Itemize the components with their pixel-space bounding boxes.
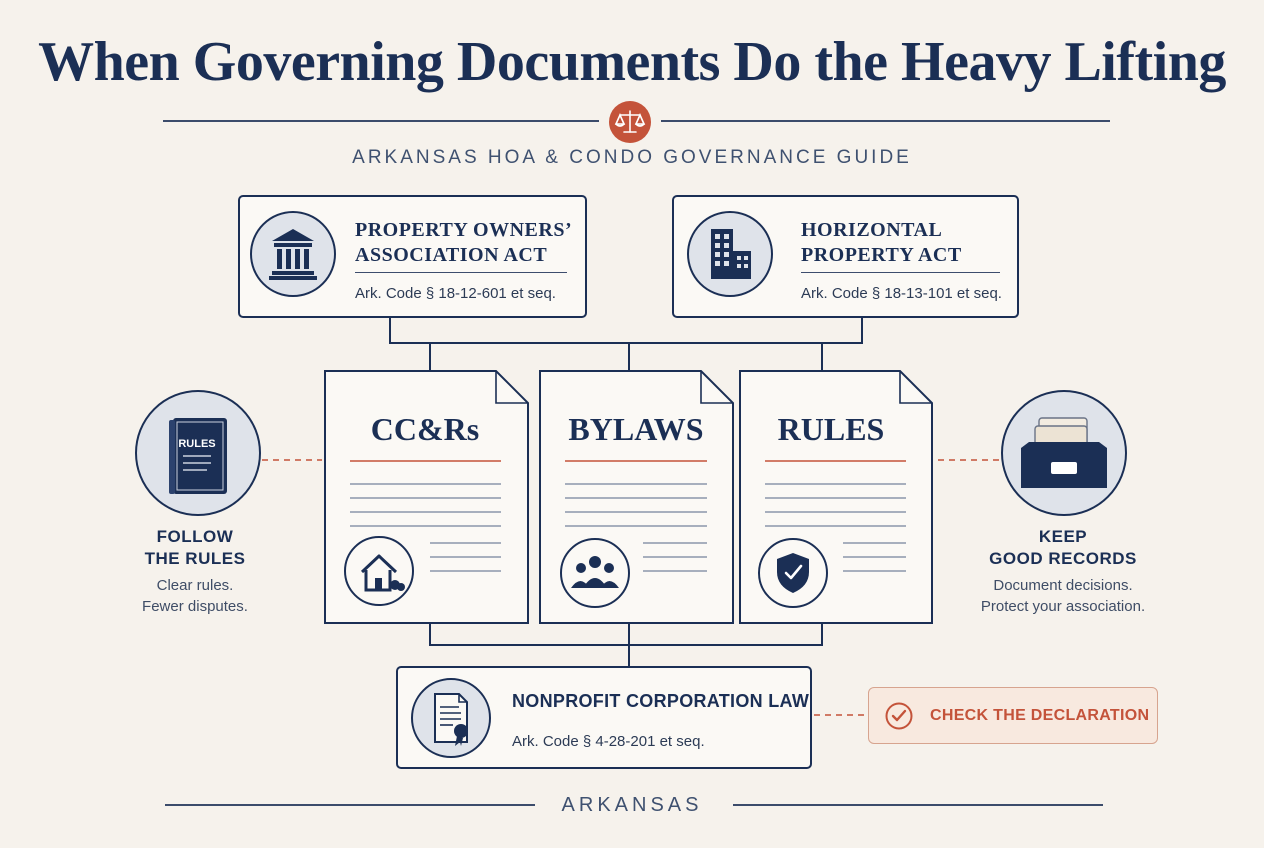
document-title-ccrs: CC&Rs <box>370 411 480 447</box>
page-subtitle: ARKANSAS HOA & CONDO GOVERNANCE GUIDE <box>352 147 912 168</box>
certificate-icon <box>411 678 491 758</box>
house-icon <box>345 537 413 605</box>
act-citation-horizontal-property: Ark. Code § 18-13-101 et seq. <box>801 285 1002 302</box>
left-tip-text-line-1: Clear rules. <box>156 577 234 594</box>
right-tip-title-line-1: KEEP <box>1038 527 1088 546</box>
book-label: RULES <box>178 438 216 450</box>
left-tip-text <box>100 575 290 617</box>
file-box-icon <box>1001 390 1127 516</box>
check-declaration-label: CHECK THE DECLARATION <box>930 707 1150 724</box>
people-icon <box>561 539 629 607</box>
check-circle-icon <box>885 702 913 730</box>
rules-book-icon <box>135 390 261 516</box>
right-tip-text <box>958 575 1168 617</box>
nonprofit-title: NONPROFIT CORPORATION LAW <box>512 691 810 711</box>
right-tip-title-line-2: GOOD RECORDS <box>989 549 1137 568</box>
left-tip-title-line-2: THE RULES <box>144 549 246 568</box>
left-tip-title <box>100 526 290 570</box>
right-tip-title <box>968 526 1158 570</box>
act-title-line-1: HORIZONTAL <box>801 219 943 241</box>
right-tip-text-line-2: Protect your association. <box>980 598 1146 615</box>
act-citation-property-owners: Ark. Code § 18-12-601 et seq. <box>355 285 556 302</box>
document-title-rules: RULES <box>777 411 885 447</box>
act-title-line-2: ASSOCIATION ACT <box>355 244 548 266</box>
right-tip-text-line-1: Document decisions. <box>993 577 1133 594</box>
act-title-line-1: PROPERTY OWNERS’ <box>355 219 573 241</box>
act-title-line-2: PROPERTY ACT <box>801 244 962 266</box>
nonprofit-citation: Ark. Code § 4-28-201 et seq. <box>512 733 705 750</box>
document-title-bylaws: BYLAWS <box>568 411 704 447</box>
left-tip-text-line-2: Fewer disputes. <box>142 598 248 615</box>
left-tip-title-line-1: FOLLOW <box>156 527 234 546</box>
page-title: When Governing Documents Do the Heavy Lifting <box>38 31 1226 93</box>
shield-check-icon <box>759 539 827 607</box>
footer-label: ARKANSAS <box>561 794 703 816</box>
